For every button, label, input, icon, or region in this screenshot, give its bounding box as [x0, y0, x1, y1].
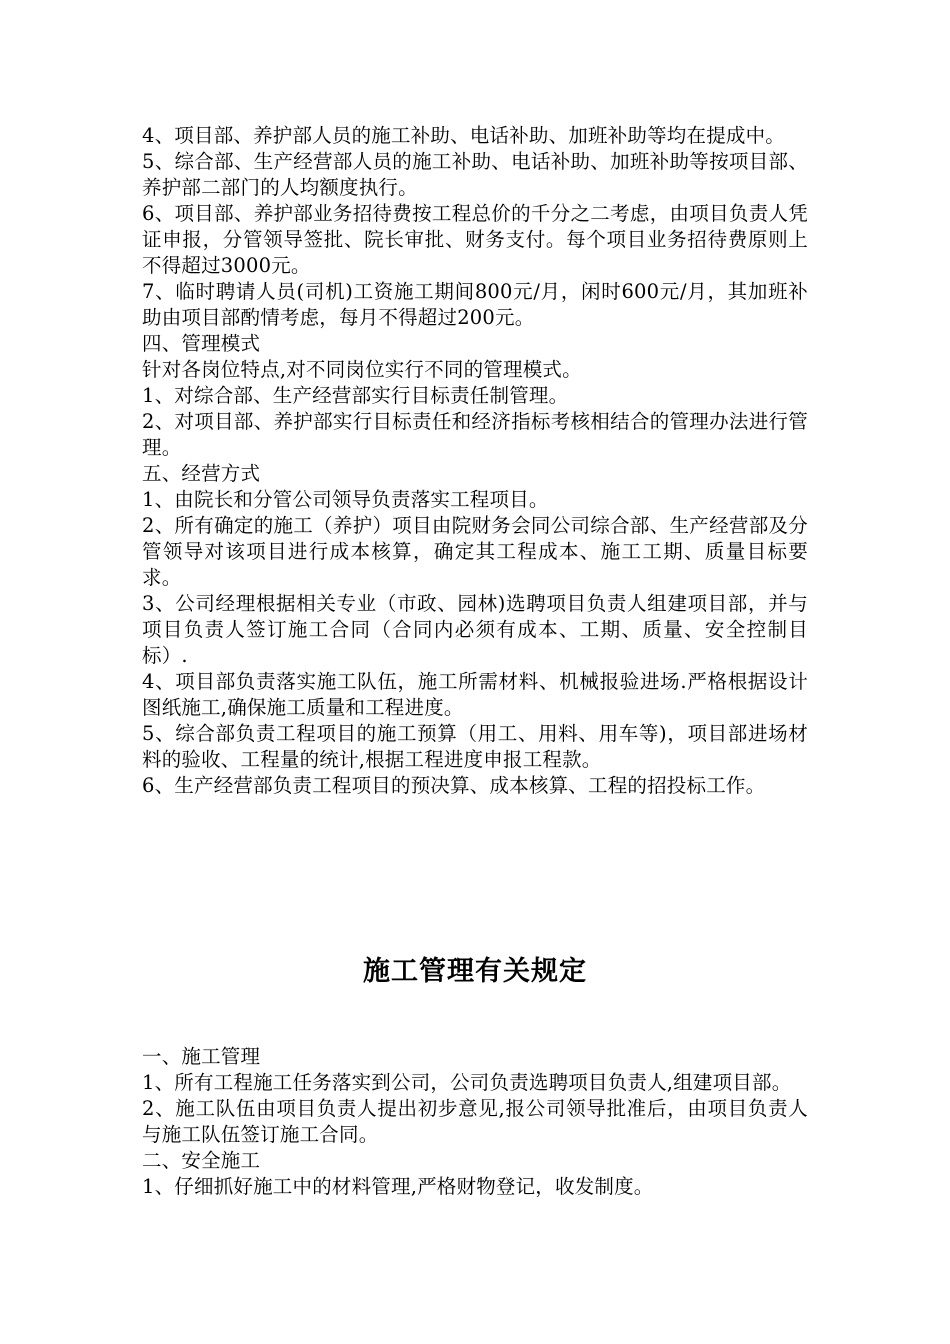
paragraph-safety-1: 1、仔细抓好施工中的材料管理,严格财物登记，收发制度。: [142, 1175, 654, 1198]
paragraph-temporary-staff: 7、临时聘请人员(司机)工资施工期间800元/月，闲时600元/月，其加班补助由项目部酌情考虑，每月不得超过200元。: [142, 280, 808, 329]
heading-construction-management: 一、施工管理: [142, 1045, 261, 1068]
paragraph-management-1: 1、对综合部、生产经营部实行目标责任制管理。: [142, 384, 569, 407]
paragraph-subsidy-project: 4、项目部、养护部人员的施工补助、电话补助、加班补助等均在提成中。: [142, 124, 786, 147]
paragraph-management-2: 2、对项目部、养护部实行目标责任和经济指标考核相结合的管理办法进行管理。: [142, 410, 808, 459]
paragraph-subsidy-general: 5、综合部、生产经营部人员的施工补助、电话补助、加班补助等按项目部、养护部二部门的人均额度执行。: [142, 150, 808, 199]
heading-safe-construction: 二、安全施工: [142, 1149, 261, 1172]
paragraph-construction-2: 2、施工队伍由项目负责人提出初步意见,报公司领导批准后，由项目负责人与施工队伍签订施工合同。: [142, 1097, 808, 1146]
paragraph-construction-1: 1、所有工程施工任务落实到公司，公司负责选聘项目负责人,组建项目部。: [142, 1071, 792, 1094]
paragraph-management-intro: 针对各岗位特点,对不同岗位实行不同的管理模式。: [142, 358, 582, 381]
heading-management-mode: 四、管理模式: [142, 332, 261, 355]
document-title: 施工管理有关规定: [363, 956, 587, 987]
bottom-text-section: [142, 1044, 808, 1200]
paragraph-operation-5: 5、综合部负责工程项目的施工预算（用工、用料、用车等)，项目部进场材料的验收、工程量的统计,根据工程进度申报工程款。: [142, 722, 808, 771]
paragraph-operation-4: 4、项目部负责落实施工队伍，施工所需材料、机械报验进场.严格根据设计图纸施工,确保施工质量和工程进度。: [142, 670, 808, 719]
paragraph-entertainment-fee: 6、项目部、养护部业务招待费按工程总价的千分之二考虑，由项目负责人凭证申报，分管领导签批、院长审批、财务支付。每个项目业务招待费原则上不得超过3000元。: [142, 202, 808, 277]
top-text-section: [142, 123, 808, 799]
heading-operation-mode: 五、经营方式: [142, 462, 261, 485]
paragraph-operation-2: 2、所有确定的施工（养护）项目由院财务会同公司综合部、生产经营部及分管领导对该项目进行成本核算，确定其工程成本、施工工期、质量目标要求。: [142, 514, 808, 589]
paragraph-operation-1: 1、由院长和分管公司领导负责落实工程项目。: [142, 488, 549, 511]
paragraph-operation-6: 6、生产经营部负责工程项目的预决算、成本核算、工程的招投标工作。: [142, 774, 766, 797]
paragraph-operation-3: 3、公司经理根据相关专业（市政、园林)选聘项目负责人组建项目部，并与项目负责人签订施工合同（合同内必须有成本、工期、质量、安全控制目标）.: [142, 592, 808, 667]
